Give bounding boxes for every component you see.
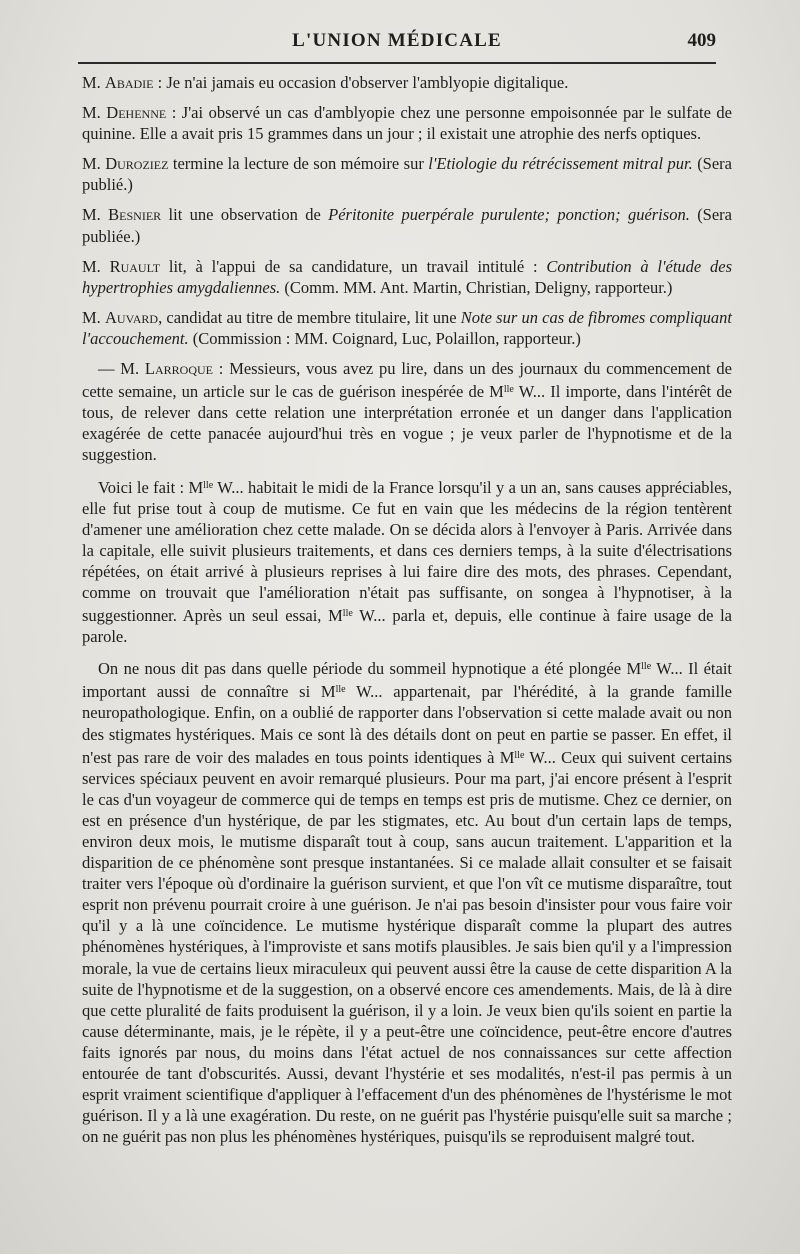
- text-run: W... Ceux qui suivent certains services spéciaux peuvent en avoir remarqué plusieurs. Pour ma part, j'ai encore présent à l'esprit le cas d'un voyageur de commerce qui de temps en temps est pris de mutisme. Chez ce dernier, on est en présence d'un hystérique, de par les stigmates, etc. Au bout d'un certain laps de temps, environ deux mois, le mutisme disparaît tout à coup, sans aucun traitement. L'apparition et la disparition de ce phénomène sont presque instantanées. Si ce malade allait consulter et se faisait traiter vers l'époque où d'ordinaire la guérison survient, et que l'on vît ce mutisme disparaître, tout esprit non prévenu pourrait croire à une guérison. Je n'ai pas besoin d'insister pour vous faire voir qu'il y a là une coïncidence. Le mutisme hystérique disparaît comme la plupart des autres phénomènes hystériques, à l'improviste et sans motifs plausibles. Je sais bien qu'il y a l'impression morale, la vue de certains lieux miraculeux qui peuvent aussi être la cause de cette disparition A la suite de l'hypnotisme et de la suggestion, on a observé encore ces amendements. Mais, de là à dire que cette pluralité de faits produisent la guérison, il y a loin. Je veux bien qu'ils soient en partie la cause déterminante, mais, je le répète, il y a peut-être une coïncidence, peut-être encore d'autres faits ignorés par nous, du moins dans l'état actuel de nos connaissances sur cette affection entourée de tant d'obscurités. Aussi, devant l'hystérie et ses modalités, n'est-il pas permis à un esprit vraiment scientifique d'appliquer à l'effacement d'un des phénomènes de l'hystérisme le mot guérison. Il y a là une exagération. Du reste, on ne guérit pas l'hystérie puisqu'elle suit sa marche ; on ne guérit pas non plus les phénomènes hystériques, puisqu'ils se reproduisent malgré tout.: [82, 747, 732, 1147]
- text-run: Note sur un cas de fibromes compliquant l'accouchement.: [82, 307, 733, 348]
- text-run: M.: [82, 256, 110, 276]
- page-number: 409: [687, 30, 716, 51]
- paragraph-besnier: [82, 204, 732, 246]
- paragraph-duroziez: [82, 153, 732, 195]
- text-run: (Comm. MM. Ant. Martin, Christian, Deligny, rapporteur.): [280, 277, 673, 297]
- paragraph-ruault: [82, 256, 732, 298]
- text-run: lle: [342, 608, 353, 620]
- paragraph-larroque: [82, 358, 732, 465]
- text-run: M.: [82, 73, 105, 92]
- text-run: lle: [514, 749, 525, 761]
- journal-title: L'UNION MÉDICALE: [292, 30, 502, 51]
- paragraph-abadie: [82, 72, 732, 93]
- text-run: lle: [641, 661, 652, 673]
- paragraph-dehenne: [82, 102, 732, 144]
- text-run: (Commission : MM. Coignard, Luc, Polaillon, rapporteur.): [188, 328, 581, 348]
- text-run: lit, à l'appui de sa candidature, un travail intitulé :: [160, 256, 547, 276]
- text-run: W... appartenait, par l'hérédité, à la grande famille neuropathologique. Enfin, on a oublié de rapporter dans l'observation si cette malade avait ou non des stigmates hystériques. Mais ce sont là des détails dont on peut en partie se passer. En effet, il n'est pas rare de voir des malades en tous points identiques à M: [82, 682, 732, 767]
- text-run: — M.: [98, 359, 145, 379]
- text-run: Dehenne: [106, 103, 167, 123]
- text-run: : Je n'ai jamais eu occasion d'observer l'amblyopie digitalique.: [153, 73, 569, 92]
- text-run: lit une observation de: [161, 205, 329, 225]
- header-rule: [78, 62, 716, 64]
- text-run: : J'ai observé un cas d'amblyopie chez une personne empoisonnée par le sulfate de quinine. Elle a avait pris 15 grammes dans un jour ; il existait une atrophie des nerfs optiques.: [82, 103, 732, 144]
- text-run: lle: [203, 479, 214, 491]
- text-run: Contribution à l'étude des hypertrophies amygdaliennes.: [82, 256, 732, 297]
- text-run: l'Etiologie du rétrécissement mitral pur.: [428, 154, 693, 174]
- paragraph-case-facts: [82, 475, 732, 648]
- text-run: lle: [503, 384, 514, 396]
- text-run: M.: [82, 307, 106, 327]
- text-run: Larroque: [144, 359, 213, 379]
- text-run: M.: [82, 154, 106, 174]
- text-run: Voici le fait : M: [98, 477, 204, 497]
- text-run: On ne nous dit pas dans quelle période du sommeil hypnotique a été plongée M: [98, 659, 642, 679]
- text-run: W... Il était important aussi de connaître si M: [82, 659, 733, 702]
- text-run: Besnier: [108, 205, 162, 225]
- text-run: Abadie: [104, 73, 154, 92]
- text-run: M.: [82, 205, 109, 225]
- text-run: M.: [82, 103, 107, 123]
- text-run: , candidat au titre de membre titulaire, lit une: [158, 307, 461, 327]
- text-run: Auvard: [105, 307, 159, 327]
- text-run: (Sera publié.): [82, 154, 733, 195]
- text-run: Péritonite puerpérale purulente; ponction; guérison.: [328, 205, 690, 225]
- running-header: [78, 24, 716, 60]
- text-run: termine la lecture de son mémoire sur: [168, 154, 429, 174]
- text-run: (Sera publiée.): [82, 205, 733, 246]
- text-run: : Messieurs, vous avez pu lire, dans un des journaux du commencement de cette semaine, un article sur le cas de guérison inespérée de M: [82, 359, 732, 402]
- text-run: Duroziez: [105, 154, 169, 174]
- text-run: W... parla et, depuis, elle continue à faire usage de la parole.: [82, 606, 733, 647]
- text-run: W... habitait le midi de la France lorsqu'il y a un an, sans causes appréciables, elle fut prise tout à coup de mutisme. Ce fut en vain que les médecins de la région tentèrent d'amener une amélioration chez cette malade. On se décida alors à l'envoyer à Paris. Arrivée dans la capitale, elle suivit plusieurs traitements, et dans ces derniers temps, à la suite d'électrisations répétées, on était arrivé à plusieurs reprises à lui faire dire des mots, des phrases. Cependant, comme on trouvait que l'amélioration n'était pas suffisante, on songea à l'hypnotiser, à la suggestionner. Après un seul essai, M: [82, 477, 733, 626]
- text-run: Ruault: [109, 256, 161, 276]
- text-run: lle: [335, 684, 346, 696]
- paragraph-auvard: [82, 307, 732, 349]
- text-run: W... Il importe, dans l'intérêt de tous, de relever dans cette relation une interprétation erronée et un danger dans l'application exagérée de cette panacée aujourd'hui très en vogue ; je veux parler de l'hypnotisme et de la suggestion.: [82, 382, 732, 465]
- article-body: [82, 72, 732, 1156]
- paragraph-discussion: [82, 656, 732, 1147]
